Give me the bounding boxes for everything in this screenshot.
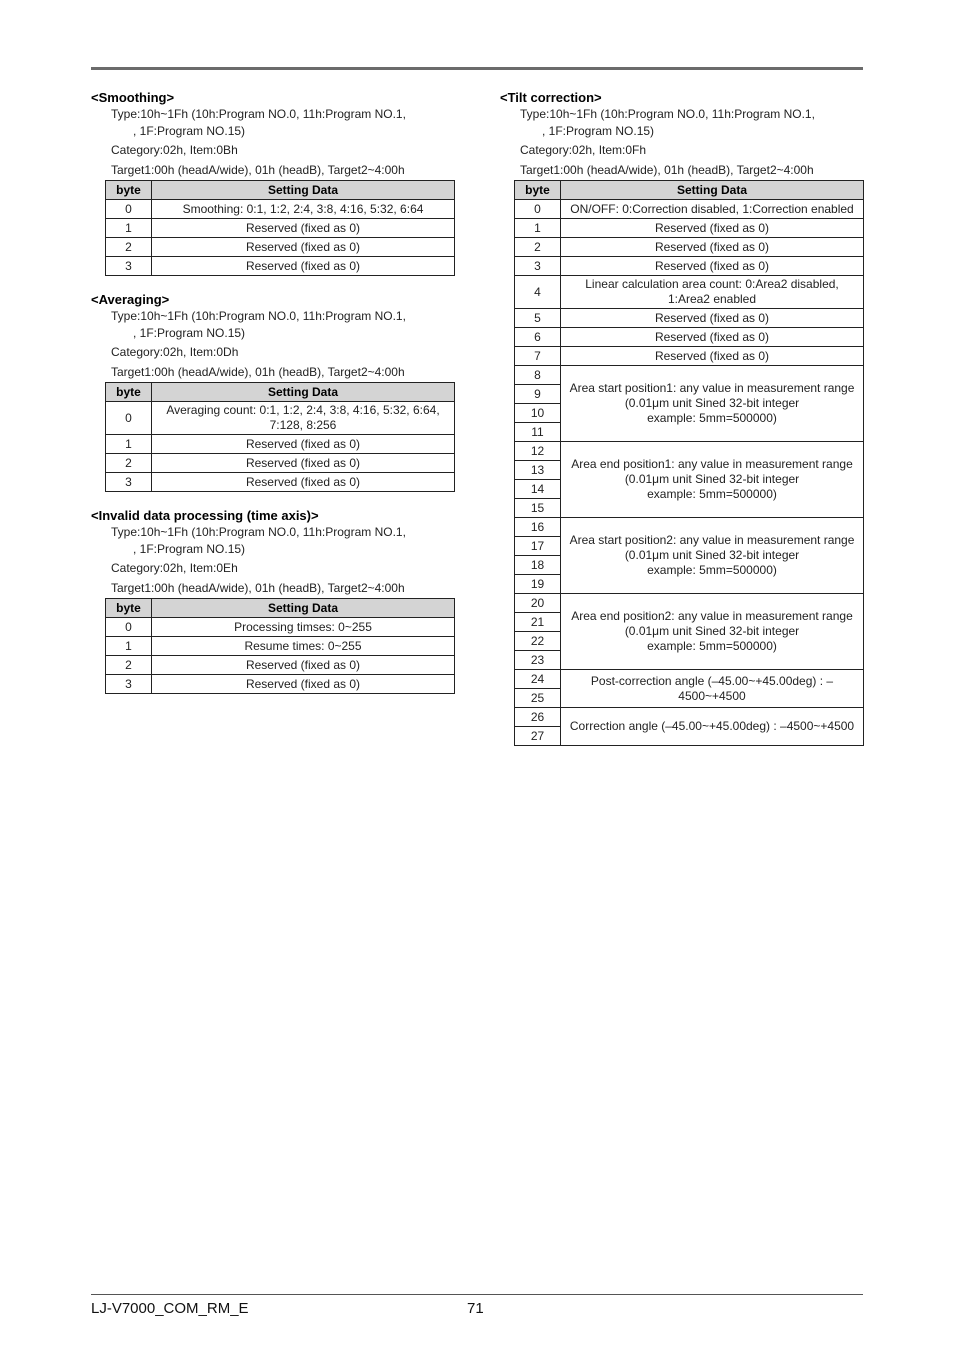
- right-column: [500, 90, 872, 762]
- setting-cell: Averaging count: 0:1, 1:2, 2:4, 3:8, 4:16, 5:32, 6:64, 7:128, 8:256: [152, 402, 455, 435]
- setting-line: example: 5mm=500000): [647, 487, 777, 501]
- byte-cell: 26: [515, 708, 561, 727]
- type-line-cont: , 1F:Program NO.15): [133, 541, 246, 556]
- invalid-data-section: [91, 508, 463, 694]
- tilt-correction-table: [514, 180, 864, 746]
- table-row: [106, 219, 455, 238]
- document-id: LJ-V7000_COM_RM_E: [91, 1300, 249, 1317]
- byte-cell: 1: [515, 219, 561, 238]
- setting-line: example: 5mm=500000): [647, 563, 777, 577]
- byte-cell: 11: [515, 423, 561, 442]
- category-line: Category:02h, Item:0Dh: [111, 345, 239, 359]
- table-row: [515, 309, 864, 328]
- byte-cell: 0: [106, 402, 152, 435]
- type-line: Type:10h~1Fh (10h:Program NO.0, 11h:Program NO.1,: [111, 107, 406, 121]
- setting-line: (0.01μm unit Sined 32-bit integer: [624, 624, 800, 638]
- table-row: [106, 454, 455, 473]
- setting-cell: Reserved (fixed as 0): [561, 347, 864, 366]
- setting-cell: Reserved (fixed as 0): [152, 238, 455, 257]
- byte-cell: 1: [106, 219, 152, 238]
- setting-cell: Processing timses: 0~255: [152, 618, 455, 637]
- byte-cell: 19: [515, 575, 561, 594]
- setting-cell: Post-correction angle (–45.00~+45.00deg) : –4500~+4500: [561, 670, 864, 708]
- setting-line: (0.01μm unit Sined 32-bit integer: [624, 548, 800, 562]
- setting-header: Setting Data: [152, 599, 455, 618]
- byte-cell: 24: [515, 670, 561, 689]
- table-row: [515, 219, 864, 238]
- byte-cell: 0: [515, 200, 561, 219]
- smoothing-table: [105, 180, 455, 276]
- setting-header: Setting Data: [152, 181, 455, 200]
- target-line: Target1:00h (headA/wide), 01h (headB), Target2~4:00h: [111, 162, 405, 177]
- page-number: 71: [467, 1300, 484, 1317]
- byte-cell: 25: [515, 689, 561, 708]
- byte-cell: 23: [515, 651, 561, 670]
- setting-header: Setting Data: [561, 181, 864, 200]
- byte-cell: 10: [515, 404, 561, 423]
- byte-header: byte: [515, 181, 561, 200]
- table-row: [106, 637, 455, 656]
- table-row: [515, 442, 864, 461]
- setting-header: Setting Data: [152, 383, 455, 402]
- setting-cell: Reserved (fixed as 0): [152, 675, 455, 694]
- setting-cell: Reserved (fixed as 0): [561, 257, 864, 276]
- setting-line: Area end position1: any value in measurement range: [571, 457, 853, 471]
- table-row: [106, 435, 455, 454]
- type-line-cont: , 1F:Program NO.15): [542, 123, 655, 138]
- byte-cell: 1: [106, 435, 152, 454]
- setting-cell: Reserved (fixed as 0): [152, 435, 455, 454]
- byte-cell: 18: [515, 556, 561, 575]
- byte-cell: 3: [515, 257, 561, 276]
- setting-cell: Smoothing: 0:1, 1:2, 2:4, 3:8, 4:16, 5:32, 6:64: [152, 200, 455, 219]
- setting-line: Area start position1: any value in measurement range: [569, 381, 855, 395]
- setting-cell: Reserved (fixed as 0): [561, 309, 864, 328]
- invalid-data-table: [105, 598, 455, 694]
- byte-cell: 2: [515, 238, 561, 257]
- header-rule: [91, 67, 863, 70]
- type-line: Type:10h~1Fh (10h:Program NO.0, 11h:Program NO.1,: [111, 525, 406, 539]
- category-line: Category:02h, Item:0Eh: [111, 561, 238, 575]
- setting-line: Area start position2: any value in measurement range: [569, 533, 855, 547]
- byte-cell: 22: [515, 632, 561, 651]
- byte-cell: 27: [515, 727, 561, 746]
- table-row: [515, 238, 864, 257]
- byte-cell: 9: [515, 385, 561, 404]
- category-line: Category:02h, Item:0Bh: [111, 143, 238, 157]
- setting-cell: Reserved (fixed as 0): [152, 219, 455, 238]
- byte-cell: 5: [515, 309, 561, 328]
- byte-cell: 15: [515, 499, 561, 518]
- setting-cell: Reserved (fixed as 0): [152, 473, 455, 492]
- footer-rule: [91, 1294, 863, 1295]
- type-line-cont: , 1F:Program NO.15): [133, 325, 246, 340]
- setting-cell: ON/OFF: 0:Correction disabled, 1:Correction enabled: [561, 200, 864, 219]
- byte-cell: 4: [515, 276, 561, 309]
- byte-header: byte: [106, 181, 152, 200]
- byte-cell: 13: [515, 461, 561, 480]
- table-row: [106, 618, 455, 637]
- type-line-cont: , 1F:Program NO.15): [133, 123, 246, 138]
- table-row: [515, 708, 864, 727]
- target-line: Target1:00h (headA/wide), 01h (headB), Target2~4:00h: [111, 580, 405, 595]
- table-row: [106, 200, 455, 219]
- table-row: [515, 257, 864, 276]
- table-row: [106, 656, 455, 675]
- setting-cell: Linear calculation area count: 0:Area2 disabled, 1:Area2 enabled: [561, 276, 864, 309]
- byte-cell: 12: [515, 442, 561, 461]
- section-title: <Invalid data processing (time axis)>: [91, 508, 319, 523]
- setting-line: (0.01μm unit Sined 32-bit integer: [624, 396, 800, 410]
- setting-cell: [561, 594, 864, 670]
- byte-cell: 2: [106, 454, 152, 473]
- setting-cell: Reserved (fixed as 0): [561, 238, 864, 257]
- table-row: [515, 347, 864, 366]
- section-title: <Smoothing>: [91, 90, 175, 105]
- byte-header: byte: [106, 383, 152, 402]
- byte-cell: 2: [106, 238, 152, 257]
- setting-cell: Correction angle (–45.00~+45.00deg) : –4500~+4500: [561, 708, 864, 746]
- byte-cell: 1: [106, 637, 152, 656]
- averaging-section: [91, 292, 463, 492]
- averaging-table: [105, 382, 455, 492]
- smoothing-section: [91, 90, 463, 276]
- byte-cell: 0: [106, 200, 152, 219]
- target-line: Target1:00h (headA/wide), 01h (headB), Target2~4:00h: [111, 364, 405, 379]
- target-line: Target1:00h (headA/wide), 01h (headB), Target2~4:00h: [520, 162, 814, 177]
- byte-cell: 7: [515, 347, 561, 366]
- setting-cell: Resume times: 0~255: [152, 637, 455, 656]
- byte-cell: 14: [515, 480, 561, 499]
- left-column: [91, 90, 463, 710]
- type-line: Type:10h~1Fh (10h:Program NO.0, 11h:Program NO.1,: [520, 107, 815, 121]
- type-line: Type:10h~1Fh (10h:Program NO.0, 11h:Program NO.1,: [111, 309, 406, 323]
- byte-cell: 8: [515, 366, 561, 385]
- byte-header: byte: [106, 599, 152, 618]
- setting-cell: [561, 442, 864, 518]
- byte-cell: 17: [515, 537, 561, 556]
- byte-cell: 16: [515, 518, 561, 537]
- table-row: [515, 328, 864, 347]
- table-row: [106, 257, 455, 276]
- setting-cell: Reserved (fixed as 0): [561, 328, 864, 347]
- table-row: [106, 402, 455, 435]
- tilt-correction-section: [500, 90, 872, 746]
- byte-cell: 3: [106, 473, 152, 492]
- table-row: [515, 200, 864, 219]
- table-row: [106, 675, 455, 694]
- setting-line: example: 5mm=500000): [647, 411, 777, 425]
- byte-cell: 21: [515, 613, 561, 632]
- table-row: [515, 366, 864, 385]
- setting-cell: [561, 366, 864, 442]
- setting-line: Area end position2: any value in measurement range: [571, 609, 853, 623]
- setting-cell: Reserved (fixed as 0): [152, 257, 455, 276]
- setting-line: example: 5mm=500000): [647, 639, 777, 653]
- byte-cell: 20: [515, 594, 561, 613]
- byte-cell: 3: [106, 257, 152, 276]
- table-row: [515, 276, 864, 309]
- table-row: [106, 238, 455, 257]
- section-title: <Tilt correction>: [500, 90, 602, 105]
- byte-cell: 3: [106, 675, 152, 694]
- table-row: [106, 473, 455, 492]
- setting-cell: Reserved (fixed as 0): [152, 656, 455, 675]
- setting-cell: Reserved (fixed as 0): [152, 454, 455, 473]
- category-line: Category:02h, Item:0Fh: [520, 143, 647, 157]
- setting-line: (0.01μm unit Sined 32-bit integer: [624, 472, 800, 486]
- byte-cell: 0: [106, 618, 152, 637]
- section-title: <Averaging>: [91, 292, 170, 307]
- setting-cell: [561, 518, 864, 594]
- byte-cell: 6: [515, 328, 561, 347]
- table-row: [515, 670, 864, 689]
- table-row: [515, 594, 864, 613]
- table-row: [515, 518, 864, 537]
- byte-cell: 2: [106, 656, 152, 675]
- setting-cell: Reserved (fixed as 0): [561, 219, 864, 238]
